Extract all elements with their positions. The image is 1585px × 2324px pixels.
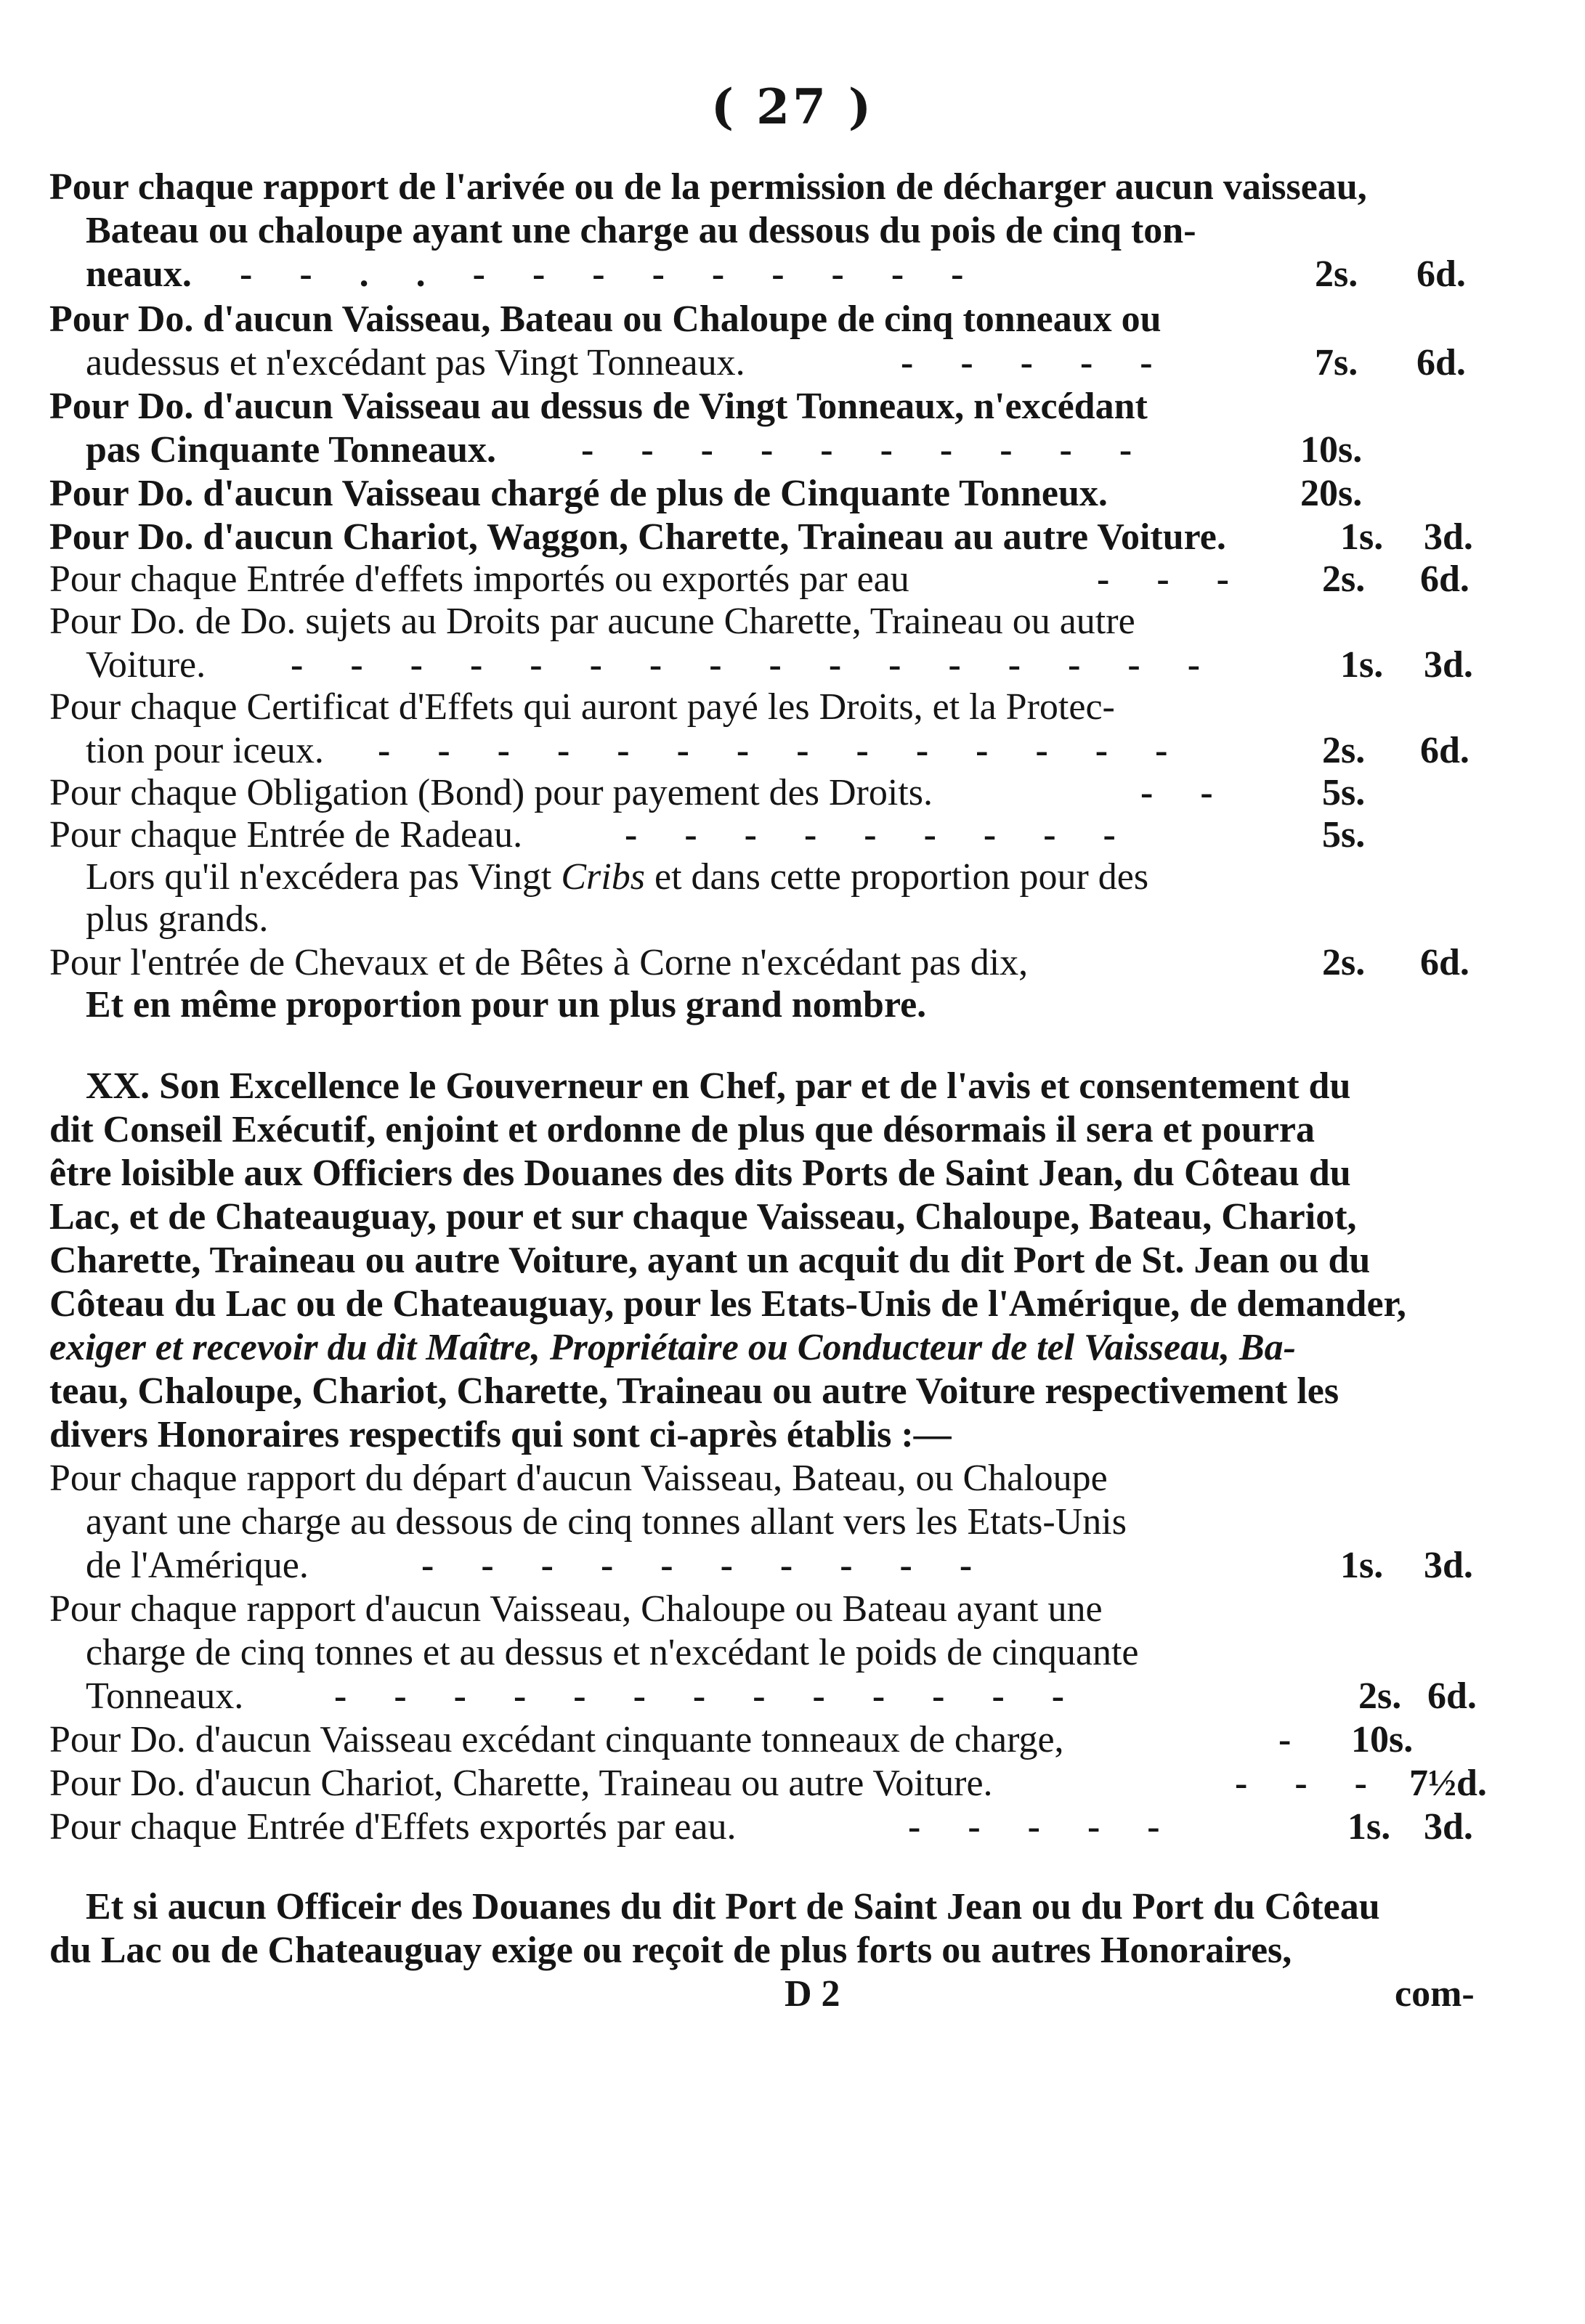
dot-leader: - - - - - - - - - - — [421, 1545, 992, 1586]
dot-leader: - - - - - — [901, 342, 1172, 383]
fee-line: Pour chaque Entrée d'Effets exportés par eau. — [49, 1806, 737, 1848]
fee-pence: 6d. — [1420, 558, 1470, 600]
dot-leader: - — [1278, 1719, 1310, 1760]
fee-pence: 3d. — [1424, 1545, 1473, 1586]
raft-note-line: Lors qu'il n'excédera pas Vingt Cribs et dans cette proportion pour des — [86, 856, 1149, 898]
article-line: teau, Chaloupe, Chariot, Charette, Traineau ou autre Voiture respectivement les — [49, 1370, 1339, 1412]
article-line: divers Honoraires respectifs qui sont ci-après établis :— — [49, 1414, 952, 1455]
fee-shillings: 1s. — [1340, 1545, 1384, 1586]
article-line: Charette, Traineau ou autre Voiture, ayant un acquit du dit Port de St. Jean ou du — [49, 1240, 1371, 1281]
fee-pence: 6d. — [1416, 342, 1466, 383]
fee-shillings: 2s. — [1315, 253, 1358, 295]
fee-shillings: 10s. — [1300, 429, 1363, 471]
dot-leader: - - - - - - - - - - — [581, 429, 1151, 471]
fee-line: audessus et n'excédant pas Vingt Tonneaux. — [86, 342, 745, 383]
raft-note-line: plus grands. — [86, 898, 269, 940]
fee-line: Pour chaque rapport d'aucun Vaisseau, Chaloupe ou Bateau ayant une — [49, 1588, 1103, 1630]
fee-line: Pour l'entrée de Chevaux et de Bêtes à Corne n'excédant pas dix, — [49, 942, 1029, 983]
fee-pence: 6d. — [1416, 253, 1466, 295]
fee-pence: 7½d. — [1409, 1763, 1487, 1804]
dot-leader: - - - - - - - - - - - - - - - - — [291, 644, 1220, 686]
fee-line: Pour chaque Obligation (Bond) pour payement des Droits. — [49, 772, 933, 813]
fee-shillings: 1s. — [1347, 1806, 1391, 1848]
fee-shillings: 5s. — [1322, 772, 1366, 813]
fee-shillings: 10s. — [1351, 1719, 1414, 1760]
fee-shillings: 2s. — [1322, 558, 1366, 600]
article-line: être loisible aux Officiers des Douanes des dits Ports de Saint Jean, du Côteau du — [49, 1153, 1351, 1194]
dot-leader: - - — [1140, 772, 1232, 813]
fee-pence: 6d. — [1427, 1675, 1477, 1717]
article-line: Côteau du Lac ou de Chateauguay, pour les Etats-Unis de l'Amérique, de demander, — [49, 1283, 1406, 1325]
article-line: Lac, et de Chateauguay, pour et sur chaque Vaisseau, Chaloupe, Bateau, Chariot, — [49, 1196, 1357, 1238]
dot-leader: - - - - - - - - - - - - - - — [378, 730, 1187, 771]
dot-leader: - - - — [1097, 558, 1248, 600]
fee-line: Pour chaque Certificat d'Effets qui auront payé les Droits, et la Protec- — [49, 686, 1115, 728]
dot-leader: - - - - - — [908, 1806, 1179, 1848]
fee-pence: 6d. — [1420, 730, 1470, 771]
dot-leader: - - - — [1235, 1763, 1386, 1804]
fee-line: charge de cinq tonnes et au dessus et n'excédant le poids de cinquante — [86, 1632, 1139, 1673]
catchword: com- — [1395, 1973, 1475, 2015]
page-number: ( 27 ) — [710, 78, 875, 135]
fee-pence: 3d. — [1424, 516, 1473, 558]
fee-line: neaux. — [86, 253, 192, 295]
fee-shillings: 1s. — [1340, 644, 1384, 686]
fee-line: Pour Do. d'aucun Vaisseau au dessus de Vingt Tonneaux, n'excédant — [49, 386, 1148, 427]
fee-shillings: 2s. — [1358, 1675, 1402, 1717]
fee-line: Bateau ou chaloupe ayant une charge au dessous du pois de cinq ton- — [86, 210, 1196, 251]
fee-line: Pour Do. d'aucun Chariot, Charette, Traineau ou autre Voiture. — [49, 1763, 993, 1804]
fee-line: ayant une charge au dessous de cinq tonnes allant vers les Etats-Unis — [86, 1501, 1127, 1543]
fee-line: Pour chaque rapport du départ d'aucun Vaisseau, Bateau, ou Chaloupe — [49, 1458, 1108, 1499]
dot-leader: - - - - - - - - - - - - - — [334, 1675, 1084, 1717]
fee-shillings: 7s. — [1315, 342, 1358, 383]
fee-line: pas Cinquante Tonneaux. — [86, 429, 497, 471]
fee-shillings: 5s. — [1322, 814, 1366, 856]
fee-pence: 3d. — [1424, 644, 1473, 686]
fee-pence: 6d. — [1420, 942, 1470, 983]
fee-line: Tonneaux. — [86, 1675, 244, 1717]
article-line: dit Conseil Exécutif, enjoint et ordonne de plus que désormais il sera et pourra — [49, 1109, 1315, 1150]
fee-line: de l'Amérique. — [86, 1545, 309, 1586]
fee-shillings: 1s. — [1340, 516, 1384, 558]
dot-leader: - - - - - - - - - — [625, 814, 1135, 856]
fee-line: Pour Do. d'aucun Vaisseau, Bateau ou Chaloupe de cinq tonneaux ou — [49, 298, 1162, 340]
article-line: exiger et recevoir du dit Maître, Propriétaire ou Conducteur de tel Vaisseau, Ba- — [49, 1327, 1296, 1368]
fee-shillings: 20s. — [1300, 473, 1363, 514]
fee-line: Pour chaque Entrée d'effets importés ou exportés par eau — [49, 558, 909, 600]
fee-line: Pour Do. d'aucun Vaisseau excédant cinquante tonneaux de charge, — [49, 1719, 1064, 1760]
fee-pence: 3d. — [1424, 1806, 1473, 1848]
signature-mark: D 2 — [785, 1973, 840, 2015]
fee-line: Pour Do. d'aucun Chariot, Waggon, Charette, Traineau au autre Voiture. — [49, 516, 1226, 558]
fee-line: Pour chaque rapport de l'arivée ou de la permission de décharger aucun vaisseau, — [49, 166, 1367, 208]
dot-leader: - - . . - - - - - - - - - — [240, 253, 983, 295]
closing-line: du Lac ou de Chateauguay exige ou reçoit de plus forts ou autres Honoraires, — [49, 1930, 1292, 1971]
closing-line: Et si aucun Officeir des Douanes du dit Port de Saint Jean ou du Port du Côteau — [86, 1886, 1380, 1927]
fee-shillings: 2s. — [1322, 942, 1366, 983]
fee-line: Pour Do. de Do. sujets au Droits par aucune Charette, Traineau ou autre — [49, 601, 1135, 642]
fee-line: Pour chaque Entrée de Radeau. — [49, 814, 523, 856]
fee-shillings: 2s. — [1322, 730, 1366, 771]
fee-line: tion pour iceux. — [86, 730, 324, 771]
article-line: XX. Son Excellence le Gouverneur en Chef, par et de l'avis et consentement du — [86, 1065, 1351, 1107]
fee-line: Voiture. — [86, 644, 206, 686]
fee-line: Pour Do. d'aucun Vaisseau chargé de plus de Cinquante Tonneux. — [49, 473, 1108, 514]
cattle-note: Et en même proportion pour un plus grand nombre. — [86, 984, 927, 1025]
